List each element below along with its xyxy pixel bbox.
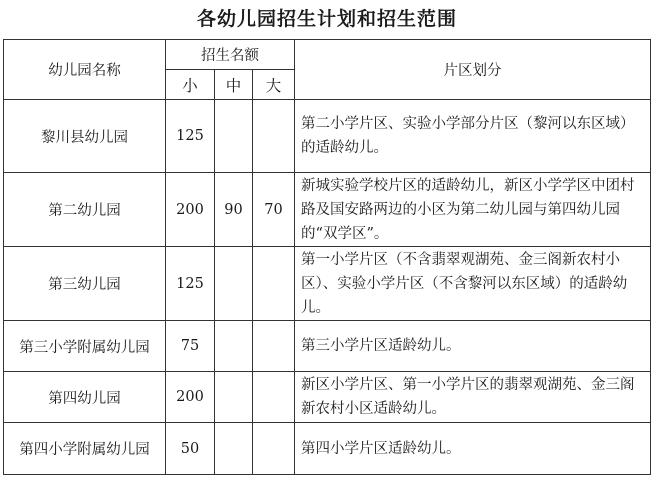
area-description: 第一小学片区（不含翡翠观湖苑、金三阁新农村小区）、实验小学片区（不含黎河以东区域）的适龄幼儿。 [295,247,651,321]
enrollment-table [3,39,651,475]
quota-large [253,247,295,321]
table-row [4,372,651,423]
area-description: 新城实验学校片区的适龄幼儿，新区小学学区中团村路及国安路两边的小区为第二幼儿园与第四幼儿园的“双学区”。 [295,173,651,247]
kindergarten-name: 第四小学附属幼儿园 [4,423,166,475]
quota-middle [215,372,253,423]
quota-large [253,321,295,372]
kindergarten-name: 第四幼儿园 [4,372,166,423]
area-description: 第四小学片区适龄幼儿。 [295,423,651,475]
table-row [4,321,651,372]
quota-large [253,100,295,173]
quota-small: 125 [166,100,215,173]
header-name: 幼儿园名称 [4,40,166,100]
quota-small: 200 [166,173,215,247]
area-description: 新区小学片区、第一小学片区的翡翠观湖苑、金三阁新农村小区适龄幼儿。 [295,372,651,423]
kindergarten-name: 第二幼儿园 [4,173,166,247]
quota-middle [215,247,253,321]
quota-small: 75 [166,321,215,372]
table-row [4,247,651,321]
quota-middle [215,423,253,475]
quota-large: 70 [253,173,295,247]
quota-large [253,423,295,475]
area-description: 第二小学片区、实验小学部分片区（黎河以东区域）的适龄幼儿。 [295,100,651,173]
header-small: 小 [166,70,215,100]
table-row [4,100,651,173]
quota-small: 200 [166,372,215,423]
header-area: 片区划分 [295,40,651,100]
quota-small: 125 [166,247,215,321]
quota-large [253,372,295,423]
area-description: 第三小学片区适龄幼儿。 [295,321,651,372]
header-large: 大 [253,70,295,100]
kindergarten-name: 第三幼儿园 [4,247,166,321]
quota-small: 50 [166,423,215,475]
kindergarten-name: 第三小学附属幼儿园 [4,321,166,372]
header-quota: 招生名额 [166,40,295,70]
header-middle: 中 [215,70,253,100]
table-header-row [4,40,651,70]
quota-middle [215,100,253,173]
table-row [4,173,651,247]
table-row [4,423,651,475]
kindergarten-name: 黎川县幼儿园 [4,100,166,173]
quota-middle [215,321,253,372]
page-title: 各幼儿园招生计划和招生范围 [196,8,457,30]
quota-middle: 90 [215,173,253,247]
